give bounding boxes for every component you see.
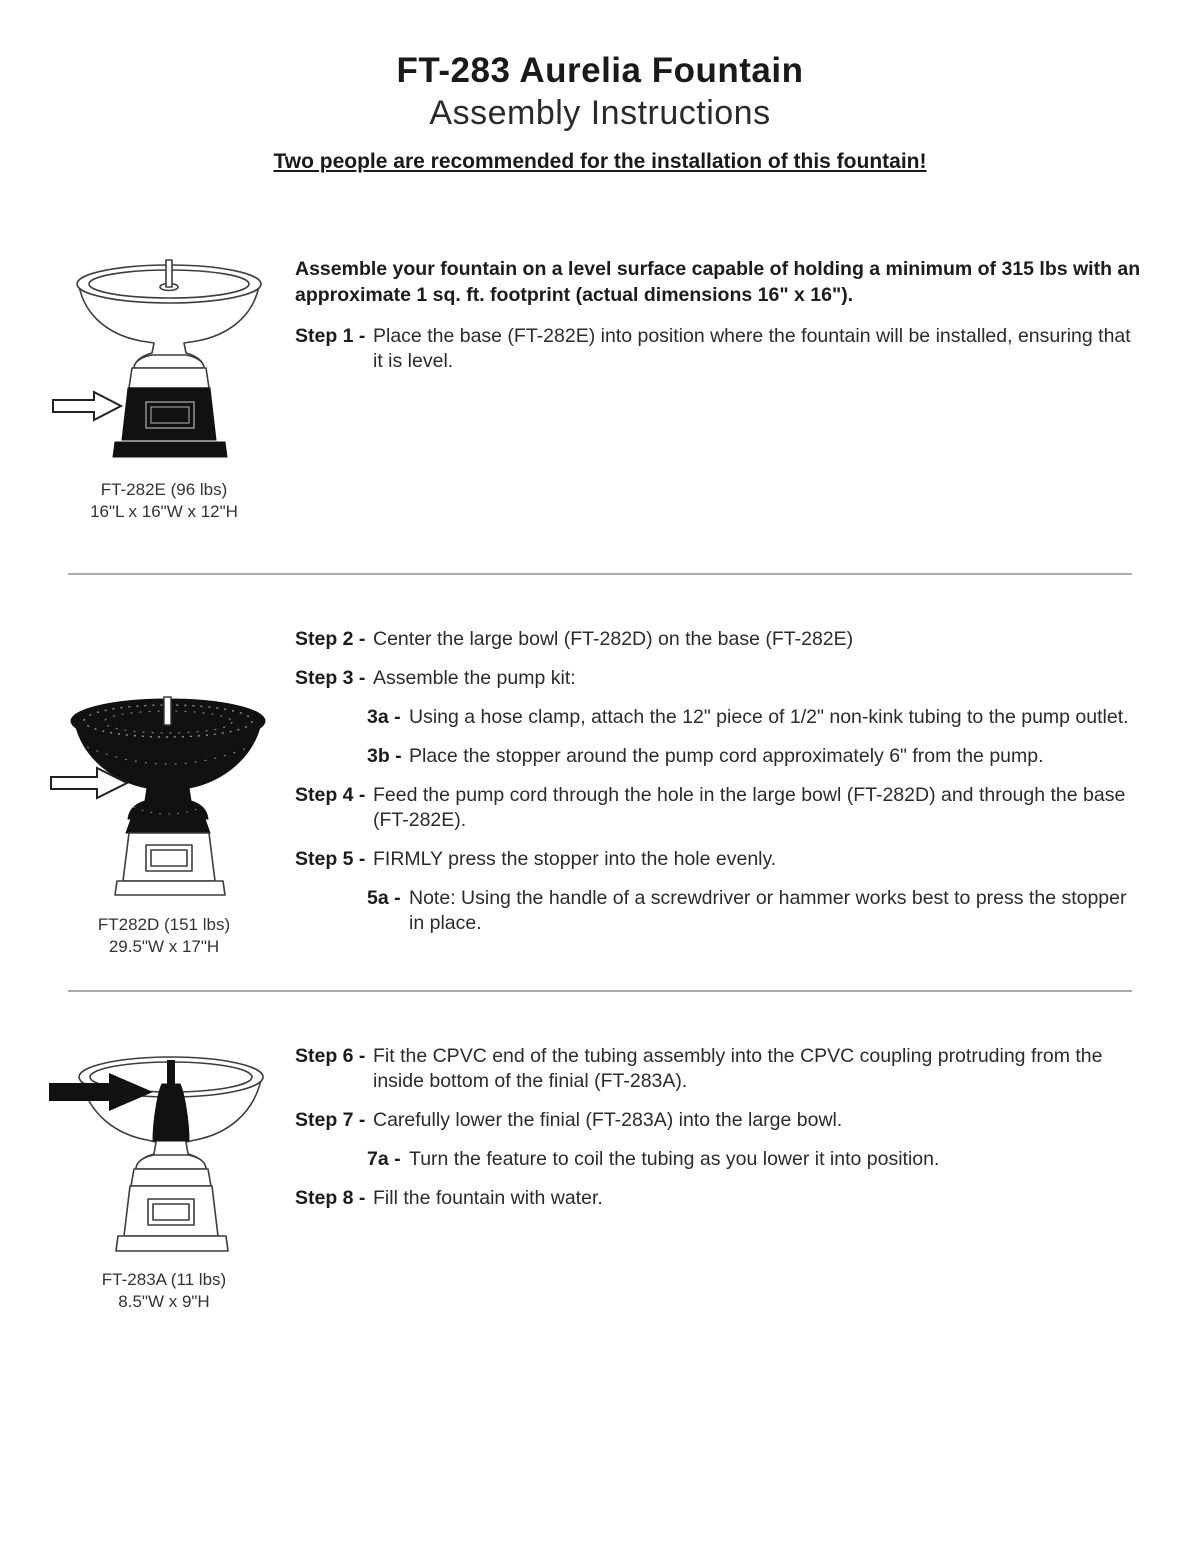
step-label: 7a - bbox=[367, 1148, 401, 1170]
base-block-highlighted bbox=[122, 388, 216, 440]
step-text: Carefully lower the finial (FT-283A) into the large bowl. bbox=[373, 1109, 843, 1131]
section-divider bbox=[68, 573, 1132, 575]
part-dimensions: 29.5"W x 17"H bbox=[108, 937, 220, 956]
step-5 bbox=[295, 847, 1144, 872]
step-6 bbox=[295, 1044, 1144, 1094]
page-title: FT-283 Aurelia Fountain bbox=[396, 51, 804, 90]
part-number: FT-283A (11 lbs) bbox=[101, 1270, 227, 1289]
step-text: Assemble the pump kit: bbox=[373, 667, 576, 689]
step-text: Feed the pump cord through the hole in the large bowl (FT-282D) and through the base (FT-282E). bbox=[373, 784, 1126, 831]
step-label: Step 3 - bbox=[295, 667, 366, 689]
step-label: Step 4 - bbox=[295, 784, 366, 806]
step-3a bbox=[295, 705, 1144, 730]
base-bottom-plate bbox=[116, 1236, 228, 1251]
step-label: Step 5 - bbox=[295, 848, 366, 870]
plinth-band bbox=[129, 368, 209, 388]
step-7a bbox=[295, 1147, 1144, 1172]
step-4 bbox=[295, 783, 1144, 833]
pedestal-foot-highlighted bbox=[126, 819, 210, 833]
step-8 bbox=[295, 1186, 1144, 1211]
figure-base bbox=[38, 254, 290, 523]
step-1 bbox=[295, 324, 1144, 374]
step-label: Step 8 - bbox=[295, 1187, 366, 1209]
pipe bbox=[166, 260, 172, 287]
document-header bbox=[0, 0, 1200, 174]
step-text: Using a hose clamp, attach the 12" piece of 1/2" non-kink tubing to the pump outlet. bbox=[409, 706, 1129, 728]
pedestal-ring bbox=[136, 1155, 206, 1169]
step-text: Fill the fountain with water. bbox=[373, 1187, 603, 1209]
step-3b bbox=[295, 744, 1144, 769]
arrow-right-outline-icon bbox=[53, 392, 121, 420]
section-divider bbox=[68, 990, 1132, 992]
instructions-base bbox=[290, 254, 1200, 388]
fountain-finial-illustration bbox=[49, 1044, 279, 1259]
step-label: 3a - bbox=[367, 706, 401, 728]
step-label: Step 1 - bbox=[295, 325, 366, 347]
finial-pipe bbox=[167, 1060, 175, 1086]
base-panel-inner bbox=[153, 1204, 189, 1220]
pedestal-ring bbox=[134, 355, 204, 368]
step-label: 5a - bbox=[367, 887, 401, 909]
figure-caption bbox=[98, 914, 230, 958]
section-base-installation bbox=[0, 254, 1200, 523]
part-number: FT282D (151 lbs) bbox=[97, 915, 231, 934]
step-label: 3b - bbox=[367, 745, 402, 767]
step-5a bbox=[295, 886, 1144, 936]
step-2 bbox=[295, 627, 1144, 652]
part-dimensions: 8.5"W x 9"H bbox=[118, 1292, 210, 1311]
step-text: Note: Using the handle of a screwdriver or hammer works best to press the stopper in place. bbox=[409, 887, 1127, 934]
step-text: Place the stopper around the pump cord approximately 6" from the pump. bbox=[409, 745, 1044, 767]
base-panel-inner bbox=[151, 850, 187, 866]
figure-caption bbox=[102, 1269, 226, 1313]
base-bottom-plate bbox=[115, 881, 225, 895]
part-dimensions: 16"L x 16"W x 12"H bbox=[90, 502, 238, 521]
figure-finial bbox=[38, 1044, 290, 1313]
page-subtitle: Assembly Instructions bbox=[429, 94, 771, 132]
fountain-bowl-illustration bbox=[49, 689, 279, 904]
step-text: Center the large bowl (FT-282D) on the base (FT-282E) bbox=[373, 628, 854, 650]
step-text: Place the base (FT-282E) into position where the fountain will be installed, ensuring that it is level. bbox=[373, 325, 1131, 372]
step-3 bbox=[295, 666, 1144, 691]
step-text: Turn the feature to coil the tubing as you lower it into position. bbox=[409, 1148, 940, 1170]
step-label: Step 6 - bbox=[295, 1045, 366, 1067]
step-label: Step 2 - bbox=[295, 628, 366, 650]
step-text: FIRMLY press the stopper into the hole evenly. bbox=[373, 848, 777, 870]
plinth-band bbox=[131, 1169, 211, 1186]
pipe bbox=[164, 697, 171, 725]
base-bottom-plate bbox=[113, 442, 227, 457]
section-finial bbox=[0, 1044, 1200, 1313]
figure-caption bbox=[90, 479, 238, 523]
surface-requirement-note: Assemble your fountain on a level surface capable of holding a minimum of 315 lbs with an approximate 1 sq. ft. footprint (actual dimensions 16" x 16"). bbox=[295, 258, 1141, 306]
step-text: Fit the CPVC end of the tubing assembly into the CPVC coupling protruding from the inside bottom of the finial (FT-283A). bbox=[373, 1045, 1103, 1092]
fountain-base-illustration bbox=[49, 254, 279, 469]
instructions-finial bbox=[290, 1044, 1200, 1225]
instructions-bowl-pump bbox=[290, 627, 1200, 950]
figure-large-bowl bbox=[38, 689, 290, 958]
warning-note: Two people are recommended for the installation of this fountain! bbox=[273, 150, 927, 173]
part-number: FT-282E (96 lbs) bbox=[100, 480, 228, 499]
step-7 bbox=[295, 1108, 1144, 1133]
section-bowl-and-pump bbox=[0, 627, 1200, 958]
step-label: Step 7 - bbox=[295, 1109, 366, 1131]
